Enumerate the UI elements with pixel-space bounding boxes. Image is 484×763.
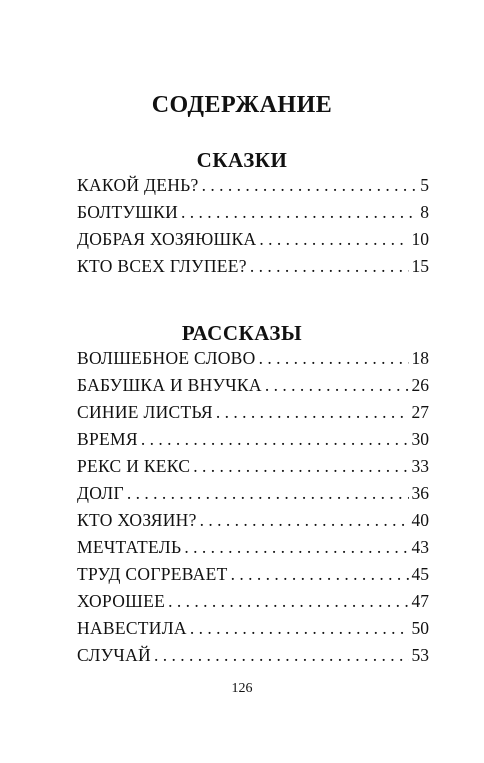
page-title: СОДЕРЖАНИЕ	[151, 92, 333, 119]
dot-leader	[259, 226, 408, 253]
toc-entry-title: КТО ВСЕХ ГЛУПЕЕ?	[77, 256, 247, 276]
toc-entry-page: 47	[411, 591, 429, 611]
toc-entry-page: 30	[411, 429, 429, 449]
toc-entry	[77, 507, 429, 534]
dot-leader	[168, 588, 408, 615]
toc-entry-title: ВОЛШЕБНОЕ СЛОВО	[77, 348, 256, 368]
toc-entry-page: 27	[411, 402, 429, 422]
section-heading-stories: РАССКАЗЫ	[181, 321, 303, 346]
toc-list-tales	[77, 172, 429, 280]
toc-entry	[77, 253, 429, 280]
toc-entry	[77, 642, 429, 669]
toc-entry	[77, 615, 429, 642]
toc-entry	[77, 226, 429, 253]
dot-leader	[265, 372, 409, 399]
dot-leader	[216, 399, 409, 426]
toc-entry-title: БОЛТУШКИ	[77, 202, 179, 222]
dot-leader	[184, 534, 408, 561]
toc-entry-page: 43	[411, 537, 429, 557]
toc-entry-title: ДОБРАЯ ХОЗЯЮШКА	[77, 229, 257, 249]
dot-leader	[190, 615, 409, 642]
dot-leader	[127, 480, 409, 507]
dot-leader	[181, 199, 417, 226]
toc-entry-page: 26	[411, 375, 429, 395]
toc-entry-page: 40	[411, 510, 429, 530]
toc-entry-page: 10	[411, 229, 429, 249]
dot-leader	[231, 561, 409, 588]
toc-entry-page: 18	[411, 348, 429, 368]
page-number: 126	[231, 681, 253, 696]
toc-entry-title: СИНИЕ ЛИСТЬЯ	[77, 402, 213, 422]
toc-entry	[77, 588, 429, 615]
toc-entry	[77, 534, 429, 561]
toc-entry-title: БАБУШКА И ВНУЧКА	[77, 375, 262, 395]
toc-entry-page: 8	[420, 202, 429, 222]
dot-leader	[259, 345, 409, 372]
dot-leader	[154, 642, 409, 669]
dot-leader	[200, 507, 409, 534]
toc-entry-title: ВРЕМЯ	[77, 429, 138, 449]
section-heading-tales: СКАЗКИ	[196, 148, 288, 173]
toc-entry-page: 33	[411, 456, 429, 476]
toc-entry-page: 45	[411, 564, 429, 584]
toc-entry	[77, 453, 429, 480]
toc-entry	[77, 561, 429, 588]
dot-leader	[193, 453, 408, 480]
toc-entry-page: 15	[411, 256, 429, 276]
toc-list-stories	[77, 345, 429, 669]
dot-leader	[141, 426, 409, 453]
toc-entry-title: КАКОЙ ДЕНЬ?	[77, 175, 199, 195]
toc-entry-page: 53	[411, 645, 429, 665]
toc-entry-page: 50	[411, 618, 429, 638]
dot-leader	[250, 253, 409, 280]
toc-entry	[77, 480, 429, 507]
toc-entry	[77, 399, 429, 426]
toc-entry-title: РЕКС И КЕКС	[77, 456, 191, 476]
toc-entry	[77, 372, 429, 399]
toc-entry-title: МЕЧТАТЕЛЬ	[77, 537, 182, 557]
dot-leader	[202, 172, 418, 199]
toc-entry	[77, 199, 429, 226]
toc-entry-page: 36	[411, 483, 429, 503]
toc-entry	[77, 172, 429, 199]
toc-entry	[77, 345, 429, 372]
toc-entry-page: 5	[420, 175, 429, 195]
toc-entry-title: ТРУД СОГРЕВАЕТ	[77, 564, 228, 584]
toc-entry-title: СЛУЧАЙ	[77, 645, 151, 665]
toc-entry-title: ХОРОШЕЕ	[77, 591, 166, 611]
toc-entry-title: ДОЛГ	[77, 483, 124, 503]
toc-entry	[77, 426, 429, 453]
toc-entry-title: КТО ХОЗЯИН?	[77, 510, 197, 530]
toc-entry-title: НАВЕСТИЛА	[77, 618, 187, 638]
